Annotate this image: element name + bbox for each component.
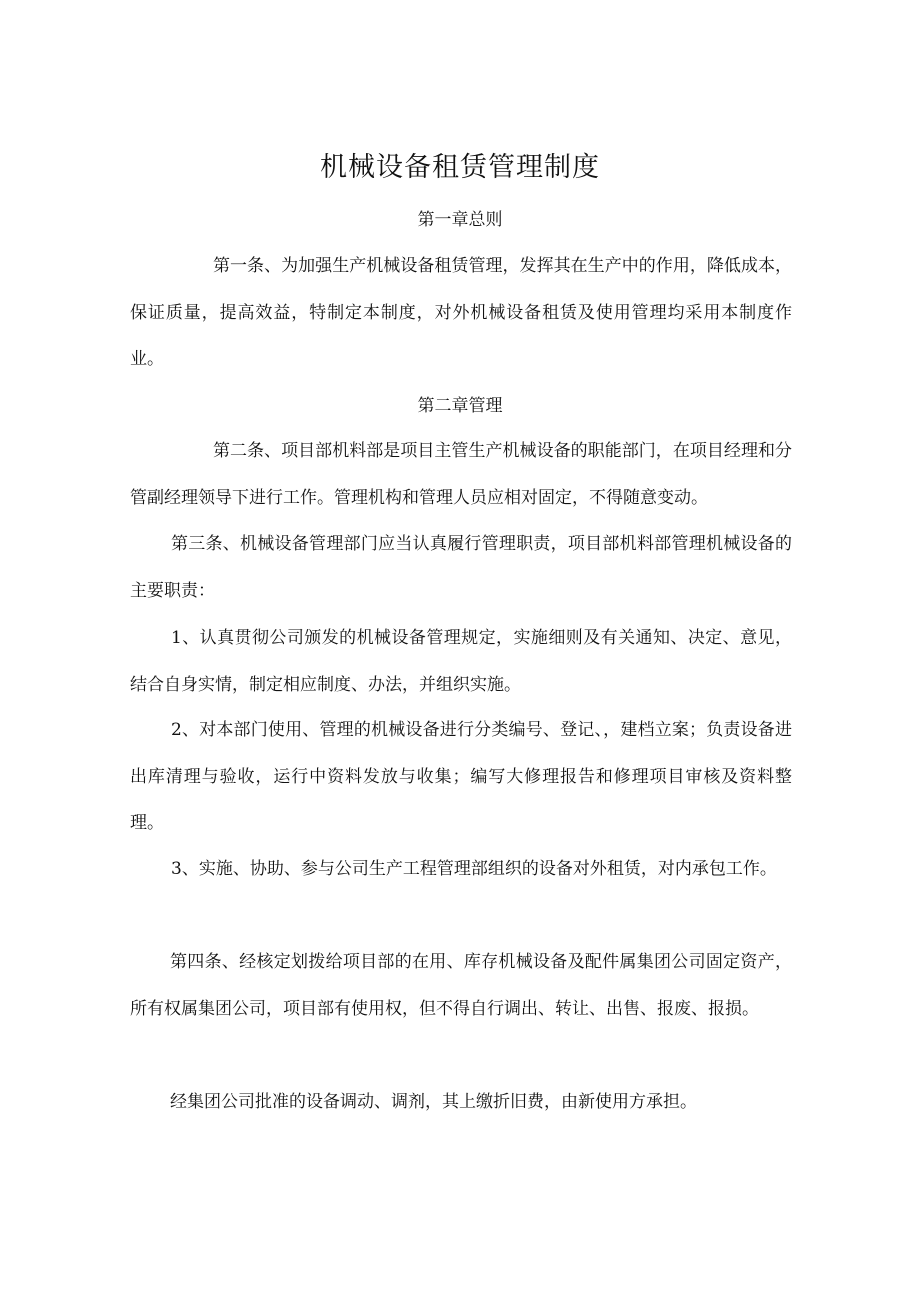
paragraph-duty-1: 1、认真贯彻公司颁发的机械设备管理规定，实施细则及有关通知、决定、意见，结合自身实情，制定相应制度、办法，并组织实施。 — [130, 628, 792, 695]
chapter-heading-2: 第二章管理 — [417, 396, 503, 416]
paragraph-article-2: 第二条、项目部机料部是项目主管生产机械设备的职能部门，在项目经理和分管副经理领导下进行工作。管理机构和管理人员应相对固定，不得随意变动。 — [130, 441, 792, 508]
paragraph-article-4: 第四条、经核定划拨给项目部的在用、库存机械设备及配件属集团公司固定资产，所有权属集团公司，项目部有使用权，但不得自行调出、转让、出售、报废、报损。 — [130, 952, 792, 1019]
paragraph-approval-note: 经集团公司批准的设备调动、调剂，其上缴折旧费，由新使用方承担。 — [170, 1092, 697, 1112]
paragraph-article-3: 第三条、机械设备管理部门应当认真履行管理职责，项目部机料部管理机械设备的主要职责： — [130, 534, 792, 601]
chapter-heading-1: 第一章总则 — [417, 210, 503, 230]
paragraph-article-1: 第一条、为加强生产机械设备租赁管理，发挥其在生产中的作用，降低成本，保证质量，提高效益，特制定本制度，对外机械设备租赁及使用管理均采用本制度作业。 — [130, 256, 792, 369]
document-title: 机械设备租赁管理制度 — [320, 152, 600, 183]
paragraph-duty-2: 2、对本部门使用、管理的机械设备进行分类编号、登记、，建档立案；负责设备进出库清理与验收，运行中资料发放与收集；编写大修理报告和修理项目审核及资料整理。 — [130, 720, 792, 833]
paragraph-duty-3: 3、实施、协助、参与公司生产工程管理部组织的设备对外租赁，对内承包工作。 — [171, 859, 777, 879]
